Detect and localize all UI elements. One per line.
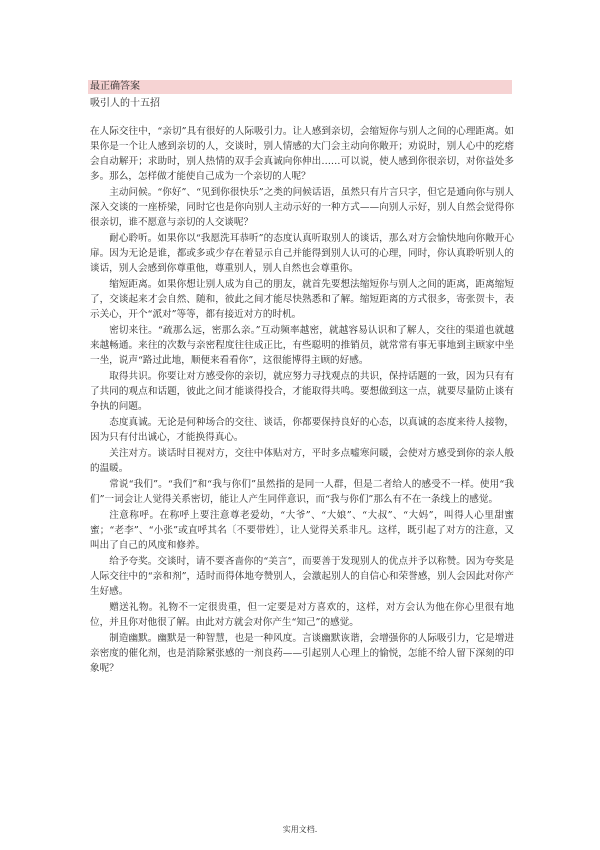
paragraph: 耐心聆听。如果你以“我愿洗耳恭听”的态度认真听取别人的谈话，那么对方会愉快地向你敞开心扉。因为无论是谁，都或多或少存在着显示自己并能得到别人认可的心理，同时，你认真聆听别人的谈话，别人会感到你尊重他，尊重别人，别人自然也会尊重你。 [90,233,514,274]
paragraph: 密切来往。“疏那么远，密那么亲。”互动频率越密，就越容易认识和了解人，交往的渠道也就越来越畅通。来往的次数与亲密程度往往成正比，有些聪明的推销员，就常常有事无事地到主顾家中坐一坐，说声“路过此地，顺便来看看你”，这很能博得主顾的好感。 [90,325,514,366]
paragraph: 给予夸奖。交谈时，请不要吝啬你的“美言”，而要善于发现别人的优点并予以称赞。因为夸奖是人际交往中的“亲和剂”，适时而得体地夸赞别人，会激起别人的自信心和荣誉感，别人会因此对你产生好感。 [90,556,514,597]
page-footer: 实用文档. [282,825,318,834]
paragraph: 赠送礼物。礼物不一定很贵重，但一定要是对方喜欢的，这样，对方会认为他在你心里很有地位，并且你对他很了解。由此对方就会对你产生“知己”的感觉。 [90,602,514,628]
paragraph: 常说“我们”。“我们”和“我与你们”虽然指的是同一人群，但是二者给人的感受不一样。使用“我们”一词会让人觉得关系密切，能让人产生同伴意识，而“我与你们”那么有不在一条线上的感觉。 [90,479,514,505]
paragraph: 制造幽默。幽默是一种智慧，也是一种风度。言谈幽默诙谐，会增强你的人际吸引力，它是增进亲密度的催化剂，也是消除紧张感的一剂良药——引起别人心理上的愉悦，怎能不给人留下深刻的印象呢？ [90,633,514,674]
paragraph: 主动问候。“你好”、“见到你很快乐”之类的问候话语，虽然只有片言只字，但它是通向你与别人深入交谈的一座桥梁，同时它也是你向别人主动示好的一种方式——向别人示好，别人自然会觉得你很亲切，谁不愿意与亲切的人交谈呢？ [90,187,514,228]
paragraph: 取得共识。你要让对方感受你的亲切，就应努力寻找观点的共识，保持话题的一致，因为只有有了共同的观点和话题，彼此之间才能谈得投合，才能取得共鸣。要想做到这一点，就要尽量防止谈有争执的问题。 [90,371,514,412]
paragraph-intro: 在人际交往中，“亲切”具有很好的人际吸引力。让人感到亲切，会缩短你与别人之间的心理距离。如果你是一个让人感到亲切的人，交谈时，别人情感的大门会主动向你敞开；劝说时，别人心中的疙瘩会自动解开；求助时，别人热情的双手会真诚向你伸出……可以说，使人感到你很亲切，对你益处多多。那么，怎样做才能使自己成为一个亲切的人呢？ [90,126,514,182]
paragraph: 态度真诚。无论是何种场合的交往、谈话，你都要保持良好的心态，以真诚的态度来待人接物，因为只有付出诚心，才能换得真心。 [90,417,514,443]
document-body [90,124,514,677]
document-title: 吸引人的十五招 [90,98,160,109]
paragraph: 关注对方。谈话时目视对方，交往中体贴对方，平时多点嘘寒问暖，会使对方感受到你的亲人般的温暖。 [90,448,514,474]
paragraph: 缩短距离。如果你想让别人成为自己的朋友，就首先要想法缩短你与别人之间的距离，距离缩短了，交谈起来才会自然、随和，彼此之间才能尽快熟悉和了解。缩短距离的方式很多，寄张贺卡，表示关心，开个“派对”等等，都有接近对方的时机。 [90,279,514,320]
paragraph: 注意称呼。在称呼上要注意尊老爱幼，“大爷”、“大娘”、“大叔”、“大妈”，叫得人心里甜蜜蜜；“老李”、“小张”或直呼其名〔不要带姓〕，让人觉得关系非凡。这样，既引起了对方的注意，又叫出了自己的风度和修养。 [90,510,514,551]
header-highlight-band [88,80,512,94]
header-label: 最正确答案 [90,81,140,92]
